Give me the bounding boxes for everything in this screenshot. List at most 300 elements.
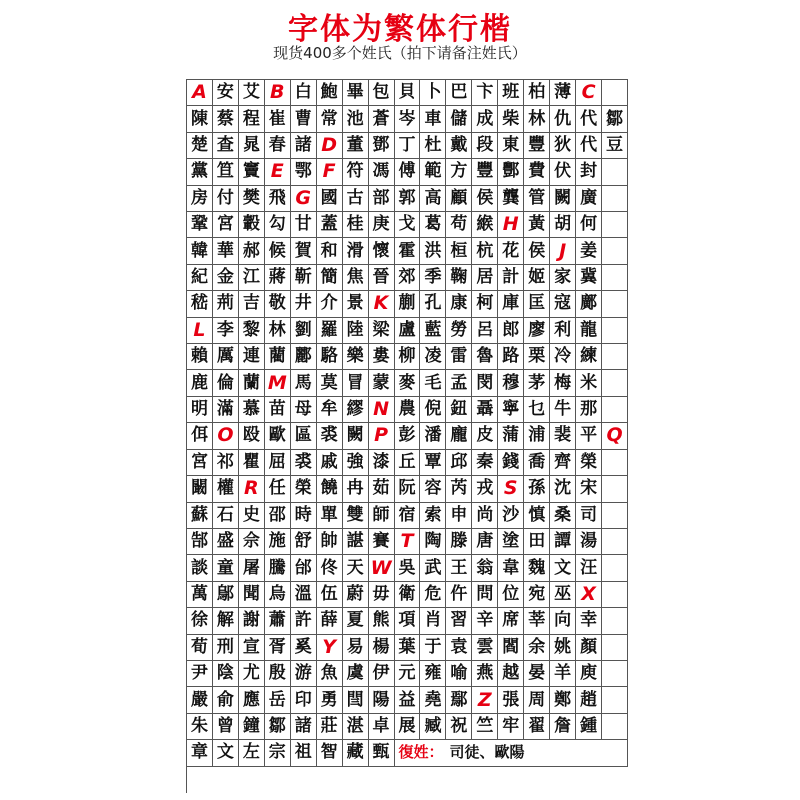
surname-cell: 牢: [498, 714, 524, 740]
surname-cell: 毋: [369, 582, 395, 608]
surname-cell: 勇: [317, 687, 343, 713]
surname-cell: 佴: [187, 423, 213, 449]
surname-cell: 孔: [420, 291, 446, 317]
surname-cell: 虞: [343, 661, 369, 687]
surname-cell: 慎: [524, 503, 550, 529]
surname-cell: 位: [498, 582, 524, 608]
surname-cell: 吉: [239, 291, 265, 317]
empty-cell: [602, 555, 628, 581]
surname-cell: 郝: [239, 238, 265, 264]
surname-cell: 郊: [395, 265, 421, 291]
surname-cell: 肖: [420, 608, 446, 634]
surname-cell: 張: [498, 687, 524, 713]
index-letter: N: [369, 397, 395, 423]
surname-cell: 景: [343, 291, 369, 317]
surname-cell: 連: [239, 344, 265, 370]
surname-cell: 蒼: [369, 106, 395, 132]
surname-cell: 皮: [472, 423, 498, 449]
surname-cell: 戴: [446, 133, 472, 159]
surname-cell: 帥: [317, 529, 343, 555]
surname-cell: 益: [395, 687, 421, 713]
surname-cell: 吳: [395, 555, 421, 581]
surname-cell: 尤: [239, 661, 265, 687]
surname-cell: 和: [317, 238, 343, 264]
surname-cell: 栗: [524, 344, 550, 370]
surname-cell: 崔: [265, 106, 291, 132]
compound-surname-note: [395, 740, 628, 766]
surname-cell: 聞: [239, 582, 265, 608]
surname-cell: 衛: [395, 582, 421, 608]
surname-cell: 余: [524, 635, 550, 661]
surname-cell: 孟: [446, 370, 472, 396]
compound-surname-value: 司徒、歐陽: [449, 743, 525, 762]
empty-cell: [602, 212, 628, 238]
surname-cell: 伍: [317, 582, 343, 608]
surname-cell: 洪: [420, 238, 446, 264]
surname-cell: 錢: [498, 450, 524, 476]
surname-cell: 曹: [291, 106, 317, 132]
empty-cell: [602, 370, 628, 396]
surname-cell: 滿: [213, 397, 239, 423]
surname-cell: 藍: [420, 318, 446, 344]
index-letter: T: [395, 529, 421, 555]
surname-cell: 冉: [343, 476, 369, 502]
surname-cell: 鈕: [446, 397, 472, 423]
index-letter: Z: [472, 687, 498, 713]
surname-cell: 仵: [446, 582, 472, 608]
surname-cell: 莊: [317, 714, 343, 740]
index-letter: L: [187, 318, 213, 344]
surname-cell: 秦: [472, 450, 498, 476]
surname-cell: 戎: [472, 476, 498, 502]
surname-cell: 文: [550, 555, 576, 581]
surname-cell: 魏: [524, 555, 550, 581]
surname-cell: 轂: [239, 212, 265, 238]
surname-cell: 蒯: [395, 291, 421, 317]
surname-cell: 刑: [213, 635, 239, 661]
empty-cell: [602, 529, 628, 555]
surname-cell: 喻: [446, 661, 472, 687]
surname-cell: 宮: [213, 212, 239, 238]
surname-cell: 王: [446, 555, 472, 581]
surname-cell: 代: [576, 133, 602, 159]
surname-cell: 權: [213, 476, 239, 502]
index-letter: F: [317, 159, 343, 185]
surname-cell: 豐: [472, 159, 498, 185]
empty-cell: [602, 661, 628, 687]
surname-cell: 喬: [524, 450, 550, 476]
surname-cell: 榮: [576, 450, 602, 476]
surname-cell: 藏: [343, 740, 369, 766]
surname-cell: 母: [291, 397, 317, 423]
surname-cell: 家: [550, 265, 576, 291]
surname-cell: 閔: [472, 370, 498, 396]
surname-cell: 井: [291, 291, 317, 317]
surname-cell: 盧: [395, 318, 421, 344]
surname-cell: 施: [265, 529, 291, 555]
surname-cell: 烏: [265, 582, 291, 608]
surname-cell: 許: [291, 608, 317, 634]
surname-cell: 岳: [265, 687, 291, 713]
surname-cell: 榮: [291, 476, 317, 502]
surname-cell: 裘: [291, 450, 317, 476]
surname-cell: 勞: [446, 318, 472, 344]
surname-cell: 桓: [446, 238, 472, 264]
surname-cell: 牛: [550, 397, 576, 423]
surname-cell: 展: [395, 714, 421, 740]
surname-cell: 鄔: [213, 582, 239, 608]
surname-cell: 鄢: [446, 687, 472, 713]
surname-cell: 詹: [550, 714, 576, 740]
surname-cell: 農: [395, 397, 421, 423]
surname-cell: 彭: [395, 423, 421, 449]
page-title: 字体为繁体行楷: [288, 12, 512, 47]
surname-cell: 夏: [343, 608, 369, 634]
surname-cell: 儲: [446, 106, 472, 132]
index-letter: P: [369, 423, 395, 449]
surname-cell: 顧: [446, 186, 472, 212]
surname-cell: 滕: [446, 529, 472, 555]
surname-cell: 裴: [550, 423, 576, 449]
surname-cell: 柴: [498, 106, 524, 132]
surname-cell: 殴: [239, 423, 265, 449]
index-letter: R: [239, 476, 265, 502]
surname-cell: 阮: [395, 476, 421, 502]
surname-cell: 裘: [317, 423, 343, 449]
surname-cell: 管: [524, 186, 550, 212]
surname-cell: 章: [187, 740, 213, 766]
surname-cell: 飛: [265, 186, 291, 212]
surname-cell: 宣: [239, 635, 265, 661]
surname-cell: 鮑: [317, 80, 343, 106]
surname-cell: 廖: [524, 318, 550, 344]
surname-cell: 熊: [369, 608, 395, 634]
surname-cell: 甄: [369, 740, 395, 766]
surname-cell: 舒: [291, 529, 317, 555]
surname-cell: 範: [420, 159, 446, 185]
surname-cell: 諸: [291, 714, 317, 740]
surname-cell: 賴: [187, 344, 213, 370]
surname-cell: 卞: [472, 80, 498, 106]
surname-cell: 江: [239, 265, 265, 291]
surname-cell: 嚴: [187, 687, 213, 713]
surname-cell: 安: [213, 80, 239, 106]
surname-cell: 林: [524, 106, 550, 132]
surname-cell: 鍾: [576, 714, 602, 740]
surname-cell: 郜: [187, 529, 213, 555]
surname-cell: 梅: [550, 370, 576, 396]
surname-cell: 蒲: [498, 423, 524, 449]
surname-cell: 曾: [213, 714, 239, 740]
surname-cell: 司: [576, 503, 602, 529]
index-letter: H: [498, 212, 524, 238]
surname-cell: 勾: [265, 212, 291, 238]
surname-cell: 蒙: [369, 370, 395, 396]
surname-cell: 向: [550, 608, 576, 634]
surname-cell: 巴: [446, 80, 472, 106]
surname-cell: 滑: [343, 238, 369, 264]
surname-cell: 汪: [576, 555, 602, 581]
surname-cell: 毛: [420, 370, 446, 396]
surname-cell: 諶: [343, 529, 369, 555]
surname-cell: 米: [576, 370, 602, 396]
index-letter: G: [291, 186, 317, 212]
surname-cell: 冀: [576, 265, 602, 291]
index-letter: E: [265, 159, 291, 185]
surname-cell: 智: [317, 740, 343, 766]
surname-cell: 項: [395, 608, 421, 634]
surname-cell: 祖: [291, 740, 317, 766]
surname-cell: 奚: [291, 635, 317, 661]
surname-cell: 畢: [343, 80, 369, 106]
surname-cell: 鄭: [550, 687, 576, 713]
empty-cell: [602, 238, 628, 264]
empty-cell: [602, 608, 628, 634]
surname-cell: 焦: [343, 265, 369, 291]
surname-cell: 雷: [446, 344, 472, 370]
index-letter: C: [576, 80, 602, 106]
surname-cell: 庾: [576, 661, 602, 687]
surname-cell: 柏: [524, 80, 550, 106]
surname-cell: 鹿: [187, 370, 213, 396]
surname-cell: 莫: [317, 370, 343, 396]
surname-cell: 邰: [291, 555, 317, 581]
surname-cell: 陳: [187, 106, 213, 132]
surname-cell: 顏: [576, 635, 602, 661]
surname-cell: 平: [576, 423, 602, 449]
surname-cell: 計: [498, 265, 524, 291]
surname-cell: 代: [576, 106, 602, 132]
surname-cell: 陶: [420, 529, 446, 555]
surname-cell: 雙: [343, 503, 369, 529]
surname-cell: 塗: [498, 529, 524, 555]
surname-cell: 晏: [524, 661, 550, 687]
surname-cell: 溫: [291, 582, 317, 608]
surname-cell: 饒: [317, 476, 343, 502]
surname-cell: 藺: [265, 344, 291, 370]
surname-cell: 牟: [317, 397, 343, 423]
surname-cell: 婁: [369, 344, 395, 370]
surname-cell: 貝: [395, 80, 421, 106]
surname-cell: 龐: [446, 423, 472, 449]
surname-cell: 漆: [369, 450, 395, 476]
surname-cell: 荊: [213, 291, 239, 317]
surname-cell: 胥: [265, 635, 291, 661]
surname-cell: 匡: [524, 291, 550, 317]
surname-cell: 黨: [187, 159, 213, 185]
surname-cell: 穆: [498, 370, 524, 396]
surname-cell: 晁: [239, 133, 265, 159]
empty-cell: [602, 344, 628, 370]
index-letter: X: [576, 582, 602, 608]
surname-cell: 魚: [317, 661, 343, 687]
surname-cell: 伏: [550, 159, 576, 185]
surname-cell: 路: [498, 344, 524, 370]
surname-cell: 春: [265, 133, 291, 159]
surname-cell: 笪: [213, 159, 239, 185]
surname-cell: 區: [291, 423, 317, 449]
surname-cell: 練: [576, 344, 602, 370]
surname-cell: 靳: [291, 265, 317, 291]
surname-cell: 陸: [343, 318, 369, 344]
surname-cell: 倪: [420, 397, 446, 423]
surname-cell: 東: [498, 133, 524, 159]
surname-cell: 單: [317, 503, 343, 529]
surname-cell: 明: [187, 397, 213, 423]
surname-cell: 戈: [395, 212, 421, 238]
surname-cell: 馮: [369, 159, 395, 185]
surname-cell: 邱: [446, 450, 472, 476]
surname-cell: 任: [265, 476, 291, 502]
empty-cell: [602, 186, 628, 212]
surname-cell: 乜: [524, 397, 550, 423]
surname-cell: 鐘: [239, 714, 265, 740]
compound-surname-label: 復姓：: [398, 743, 444, 762]
surname-cell: 譚: [550, 529, 576, 555]
surname-cell: 竇: [239, 159, 265, 185]
surname-cell: 尚: [472, 503, 498, 529]
surname-cell: 龍: [576, 318, 602, 344]
surname-cell: 楚: [187, 133, 213, 159]
surname-cell: 文: [213, 740, 239, 766]
surname-cell: 強: [343, 450, 369, 476]
surname-cell: 問: [472, 582, 498, 608]
surname-cell: 元: [395, 661, 421, 687]
page-subtitle: 现货400多个姓氏（拍下请备注姓氏）: [273, 44, 527, 62]
index-letter: J: [550, 238, 576, 264]
surname-cell: 華: [213, 238, 239, 264]
surname-cell: 白: [291, 80, 317, 106]
surname-cell: 緱: [472, 212, 498, 238]
surname-cell: 方: [446, 159, 472, 185]
surname-cell: 羅: [317, 318, 343, 344]
surname-cell: 時: [291, 503, 317, 529]
surname-cell: 天: [343, 555, 369, 581]
surname-cell: 闕: [550, 186, 576, 212]
surname-cell: 艾: [239, 80, 265, 106]
surname-cell: 侯: [472, 186, 498, 212]
surname-cell: 苗: [265, 397, 291, 423]
surname-cell: 潘: [420, 423, 446, 449]
surname-cell: 談: [187, 555, 213, 581]
surname-cell: 苟: [446, 212, 472, 238]
surname-cell: 龔: [498, 186, 524, 212]
surname-cell: 孫: [524, 476, 550, 502]
surname-cell: 費: [524, 159, 550, 185]
surname-cell: 魯: [472, 344, 498, 370]
surname-cell: 成: [472, 106, 498, 132]
surname-cell: 殷: [265, 661, 291, 687]
surname-cell: 越: [498, 661, 524, 687]
surname-cell: 冒: [343, 370, 369, 396]
surname-cell: 仇: [550, 106, 576, 132]
surname-cell: 羊: [550, 661, 576, 687]
surname-cell: 姚: [550, 635, 576, 661]
surname-cell: 竺: [472, 714, 498, 740]
index-letter: W: [369, 555, 395, 581]
surname-cell: 柳: [395, 344, 421, 370]
surname-cell: 桂: [343, 212, 369, 238]
surname-cell: 傅: [395, 159, 421, 185]
surname-cell: 高: [420, 186, 446, 212]
surname-cell: 辛: [472, 608, 498, 634]
surname-cell: 岑: [395, 106, 421, 132]
surname-cell: 邵: [265, 503, 291, 529]
surname-cell: 廣: [576, 186, 602, 212]
surname-cell: 介: [317, 291, 343, 317]
surname-cell: 酈: [291, 344, 317, 370]
surname-cell: 庫: [498, 291, 524, 317]
surname-cell: 賽: [369, 529, 395, 555]
surname-cell: 茅: [524, 370, 550, 396]
surname-cell: 唐: [472, 529, 498, 555]
surname-cell: 凌: [420, 344, 446, 370]
surname-cell: 巫: [550, 582, 576, 608]
surname-cell: 戚: [317, 450, 343, 476]
surname-cell: 宛: [524, 582, 550, 608]
surname-cell: 蓋: [317, 212, 343, 238]
surname-cell: 謝: [239, 608, 265, 634]
surname-cell: 冷: [550, 344, 576, 370]
surname-cell: 瞿: [239, 450, 265, 476]
surname-cell: 諸: [291, 133, 317, 159]
surname-cell: 查: [213, 133, 239, 159]
surname-cell: 金: [213, 265, 239, 291]
surname-cell: 那: [576, 397, 602, 423]
surname-cell: 周: [524, 687, 550, 713]
index-letter: D: [317, 133, 343, 159]
surname-cell: 鄒: [602, 106, 628, 132]
empty-cell: [602, 582, 628, 608]
surname-cell: 蔡: [213, 106, 239, 132]
surname-cell: 何: [576, 212, 602, 238]
empty-cell: [602, 397, 628, 423]
surname-cell: 俞: [213, 687, 239, 713]
surname-cell: 董: [343, 133, 369, 159]
surname-cell: 程: [239, 106, 265, 132]
surname-cell: 萬: [187, 582, 213, 608]
surname-cell: 鄧: [369, 133, 395, 159]
empty-cell: [602, 714, 628, 740]
surname-cell: 翟: [524, 714, 550, 740]
index-letter: K: [369, 291, 395, 317]
surname-cell: 莘: [524, 608, 550, 634]
surname-cell: 候: [265, 238, 291, 264]
surname-cell: 杭: [472, 238, 498, 264]
surname-cell: 浦: [524, 423, 550, 449]
surname-cell: 胡: [550, 212, 576, 238]
empty-cell: [602, 476, 628, 502]
surname-cell: 茹: [369, 476, 395, 502]
surname-cell: 呂: [472, 318, 498, 344]
empty-cell: [602, 80, 628, 106]
surname-cell: 鞠: [446, 265, 472, 291]
surname-cell: 班: [498, 80, 524, 106]
surname-cell: 倫: [213, 370, 239, 396]
surname-cell: 席: [498, 608, 524, 634]
surname-cell: 寇: [550, 291, 576, 317]
surname-cell: 包: [369, 80, 395, 106]
surname-cell: 袁: [446, 635, 472, 661]
surname-cell: 卜: [420, 80, 446, 106]
surname-cell: 丁: [395, 133, 421, 159]
surname-cell: 劉: [291, 318, 317, 344]
surname-cell: 池: [343, 106, 369, 132]
surname-cell: 李: [213, 318, 239, 344]
surname-cell: 懷: [369, 238, 395, 264]
surname-cell: 古: [343, 186, 369, 212]
surname-cell: 容: [420, 476, 446, 502]
